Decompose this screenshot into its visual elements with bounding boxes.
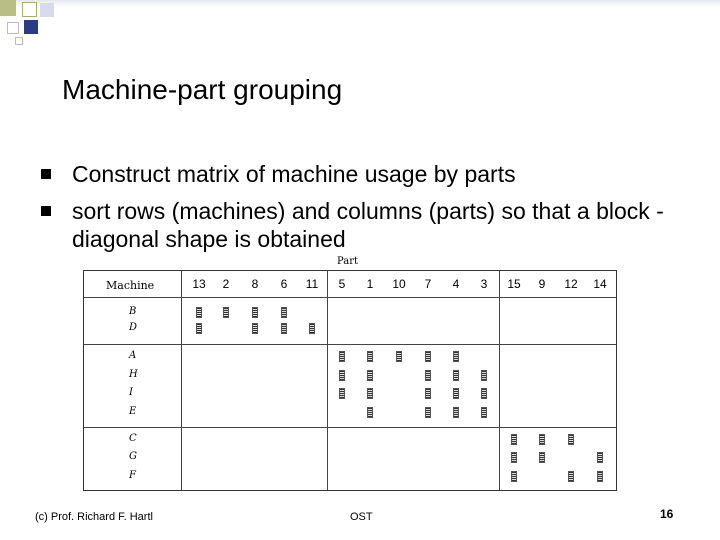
usage-mark	[196, 323, 202, 334]
matrix-divider	[84, 344, 616, 345]
machine-part-matrix	[83, 270, 617, 491]
matrix-divider	[84, 297, 616, 298]
machine-row-header: I	[129, 387, 133, 398]
usage-mark	[223, 307, 229, 318]
usage-mark	[252, 323, 258, 334]
usage-mark	[539, 434, 545, 445]
usage-mark	[367, 388, 373, 399]
usage-mark	[196, 307, 202, 318]
usage-mark	[425, 370, 431, 381]
part-column-header: 5	[338, 277, 346, 291]
machine-row-header: G	[129, 451, 137, 462]
usage-mark	[425, 351, 431, 362]
usage-mark	[367, 351, 373, 362]
usage-mark	[597, 452, 603, 463]
usage-mark	[367, 407, 373, 418]
machine-row-header: F	[129, 470, 136, 481]
usage-mark	[568, 434, 574, 445]
usage-mark	[252, 307, 258, 318]
bullet-marker	[41, 169, 51, 179]
usage-mark	[281, 307, 287, 318]
decor-square	[40, 3, 54, 17]
decor-square	[24, 20, 38, 34]
machine-header: Machine	[106, 279, 155, 292]
usage-mark	[597, 471, 603, 482]
part-column-header: 12	[564, 277, 578, 291]
part-column-header: 10	[392, 277, 406, 291]
usage-mark	[453, 370, 459, 381]
machine-row-header: A	[129, 350, 137, 361]
decor-square	[7, 22, 19, 34]
usage-mark	[339, 388, 345, 399]
usage-mark	[511, 434, 517, 445]
bullet-2: sort rows (machines) and columns (parts) so that a block -diagonal shape is obtained	[72, 198, 664, 252]
slide-title: Machine-part grouping	[62, 74, 343, 105]
part-column-header: 7	[424, 277, 432, 291]
machine-row-header: B	[129, 306, 137, 317]
part-column-header: 6	[280, 277, 288, 291]
usage-mark	[511, 471, 517, 482]
machine-row-header: D	[129, 322, 138, 333]
part-column-header: 8	[251, 277, 259, 291]
usage-mark	[367, 370, 373, 381]
usage-mark	[453, 351, 459, 362]
footer-author: (c) Prof. Richard F. Hartl	[35, 511, 153, 523]
usage-mark	[539, 452, 545, 463]
usage-mark	[481, 388, 487, 399]
part-axis-label: Part	[337, 256, 359, 267]
machine-row-header: C	[129, 433, 137, 444]
usage-mark	[481, 370, 487, 381]
top-gradient-bar	[0, 0, 720, 7]
usage-mark	[568, 471, 574, 482]
usage-mark	[309, 323, 315, 334]
usage-mark	[396, 351, 402, 362]
matrix-divider	[499, 271, 500, 490]
decor-square	[22, 2, 37, 17]
usage-mark	[425, 388, 431, 399]
part-column-header: 11	[305, 277, 319, 291]
usage-mark	[425, 407, 431, 418]
part-column-header: 2	[222, 277, 230, 291]
footer-center: OST	[350, 511, 373, 523]
matrix-divider	[181, 271, 182, 490]
usage-mark	[453, 388, 459, 399]
decor-square	[15, 37, 23, 45]
bullet-1: Construct matrix of machine usage by parts	[72, 161, 516, 187]
usage-mark	[339, 370, 345, 381]
usage-mark	[481, 407, 487, 418]
bullet-marker	[41, 206, 51, 216]
part-column-header: 4	[452, 277, 460, 291]
matrix-divider	[84, 427, 616, 428]
machine-row-header: H	[129, 369, 138, 380]
usage-mark	[511, 452, 517, 463]
page-number: 16	[660, 507, 674, 521]
part-column-header: 9	[538, 277, 546, 291]
usage-mark	[339, 351, 345, 362]
part-column-header: 3	[480, 277, 488, 291]
machine-row-header: E	[129, 406, 137, 417]
usage-mark	[281, 323, 287, 334]
usage-mark	[453, 407, 459, 418]
matrix-divider	[327, 271, 328, 490]
part-column-header: 14	[593, 277, 607, 291]
decor-square	[0, 0, 16, 16]
part-column-header: 1	[366, 277, 374, 291]
part-column-header: 13	[192, 277, 206, 291]
part-column-header: 15	[507, 277, 521, 291]
